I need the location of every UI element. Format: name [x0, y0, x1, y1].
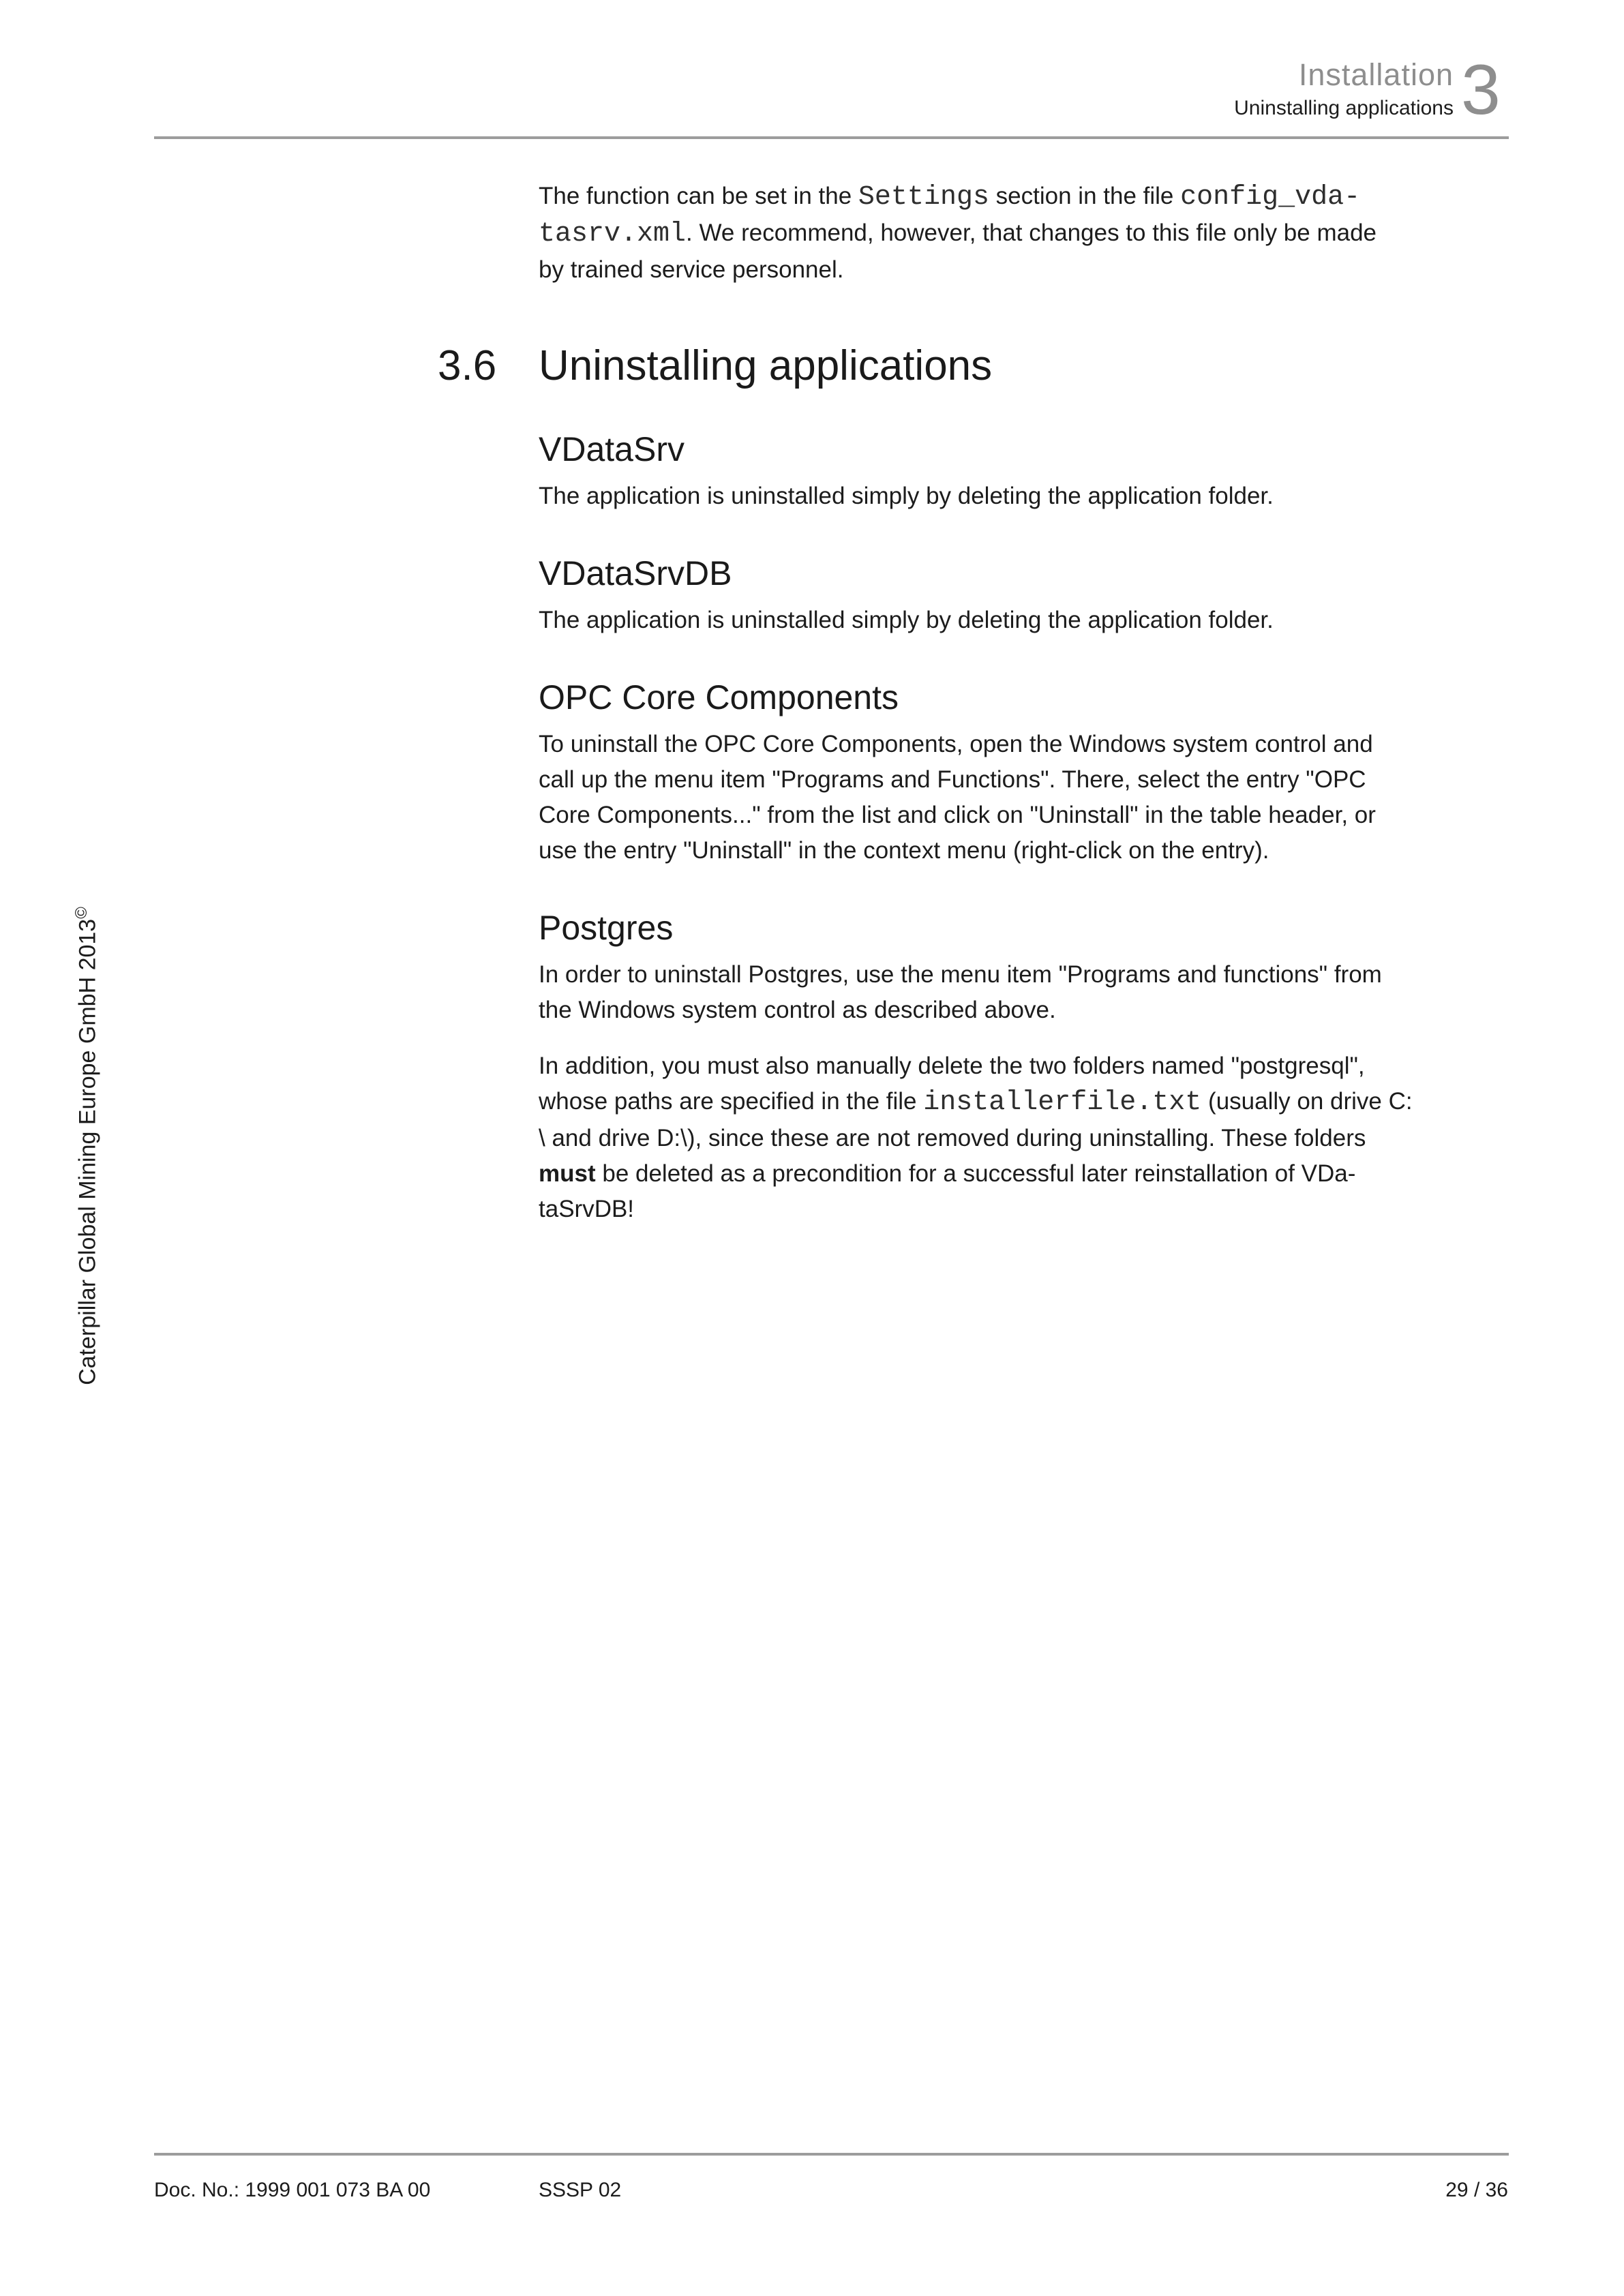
subsections [539, 428, 1520, 1227]
subsection-heading: VDataSrv [539, 430, 685, 468]
code-text: config_vda- [1180, 182, 1361, 213]
subsection [539, 552, 1520, 638]
body-text: The function can be set in the [539, 183, 858, 209]
text-line [539, 727, 1520, 762]
text-line [539, 1121, 1520, 1156]
subsection-paragraph [539, 727, 1520, 868]
body-text: The application is uninstalled simply by deleting the application folder. [539, 483, 1274, 509]
body-text: \ and drive D:\), since these are not removed during uninstalling. These folders [539, 1125, 1366, 1151]
body-text: In addition, you must also manually delete the two folders named "postgresql", [539, 1053, 1365, 1079]
text-line [539, 1192, 1520, 1227]
copyright-text: Caterpillar Global Mining Europe GmbH 2013 [74, 918, 101, 1385]
footer-divider [154, 2153, 1509, 2156]
text-line [539, 215, 1520, 252]
footer-doc-code: SSSP 02 [539, 2179, 622, 2201]
bold-text: must [539, 1160, 596, 1187]
page-header [1234, 57, 1454, 121]
text-line [539, 479, 1520, 514]
text-line [539, 833, 1520, 868]
subsection-heading: OPC Core Components [539, 678, 899, 716]
body-text: by trained service personnel. [539, 256, 844, 283]
header-section-title: Uninstalling applications [1234, 97, 1454, 119]
copyright-symbol: © [72, 907, 91, 919]
body-text: Core Components..." from the list and click on "Uninstall" in the table header, or [539, 802, 1376, 828]
body-text: . We recommend, however, that changes to this file only be made [686, 220, 1377, 246]
text-line [539, 762, 1520, 798]
subsection-paragraph [539, 603, 1520, 638]
subsection-paragraph [539, 957, 1520, 1028]
body-text: be deleted as a precondition for a successful later reinstallation of VDa- [595, 1160, 1356, 1187]
header-divider [154, 136, 1509, 139]
body-text: section in the file [989, 183, 1181, 209]
text-line [539, 1048, 1520, 1084]
body-text: To uninstall the OPC Core Components, open the Windows system control and [539, 731, 1373, 757]
text-line [539, 957, 1520, 993]
code-text: tasrv.xml [539, 219, 687, 250]
text-line [539, 798, 1520, 833]
copyright-sidebar [69, 907, 101, 1385]
text-line [539, 179, 1520, 215]
section-heading [438, 342, 1520, 390]
header-chapter-number: 3 [1461, 50, 1501, 130]
subsection-heading: Postgres [539, 909, 674, 947]
header-chapter-title: Installation [1298, 57, 1454, 92]
text-line [539, 252, 1520, 288]
body-text: The application is uninstalled simply by deleting the application folder. [539, 607, 1274, 633]
body-text: use the entry "Uninstall" in the context menu (right-click on the entry). [539, 837, 1269, 864]
body-text: call up the menu item "Programs and Functions". There, select the entry "OPC [539, 766, 1366, 793]
body-text: whose paths are specified in the file [539, 1088, 924, 1115]
body-text: (usually on drive C: [1201, 1088, 1413, 1115]
footer-doc-number: Doc. No.: 1999 001 073 BA 00 [154, 2179, 431, 2201]
code-text: Settings [858, 182, 989, 213]
code-text: installerfile.txt [923, 1087, 1202, 1118]
text-line [539, 1156, 1520, 1192]
subsection-paragraph [539, 479, 1520, 514]
section-number: 3.6 [438, 342, 497, 389]
body-text: taSrvDB! [539, 1196, 635, 1222]
section-title: Uninstalling applications [539, 342, 993, 389]
text-line [539, 603, 1520, 638]
footer-page-number: 29 / 36 [1445, 2179, 1508, 2201]
text-line [539, 1084, 1520, 1121]
body-text: In order to uninstall Postgres, use the menu item "Programs and functions" from [539, 961, 1382, 988]
subsection [539, 428, 1520, 514]
subsection [539, 676, 1520, 868]
body-text: the Windows system control as described above. [539, 997, 1056, 1023]
subsection-paragraph [539, 1048, 1520, 1227]
subsection [539, 907, 1520, 1227]
intro-paragraph [539, 179, 1520, 288]
main-content [438, 179, 1520, 1227]
text-line [539, 993, 1520, 1028]
subsection-heading: VDataSrvDB [539, 554, 732, 592]
